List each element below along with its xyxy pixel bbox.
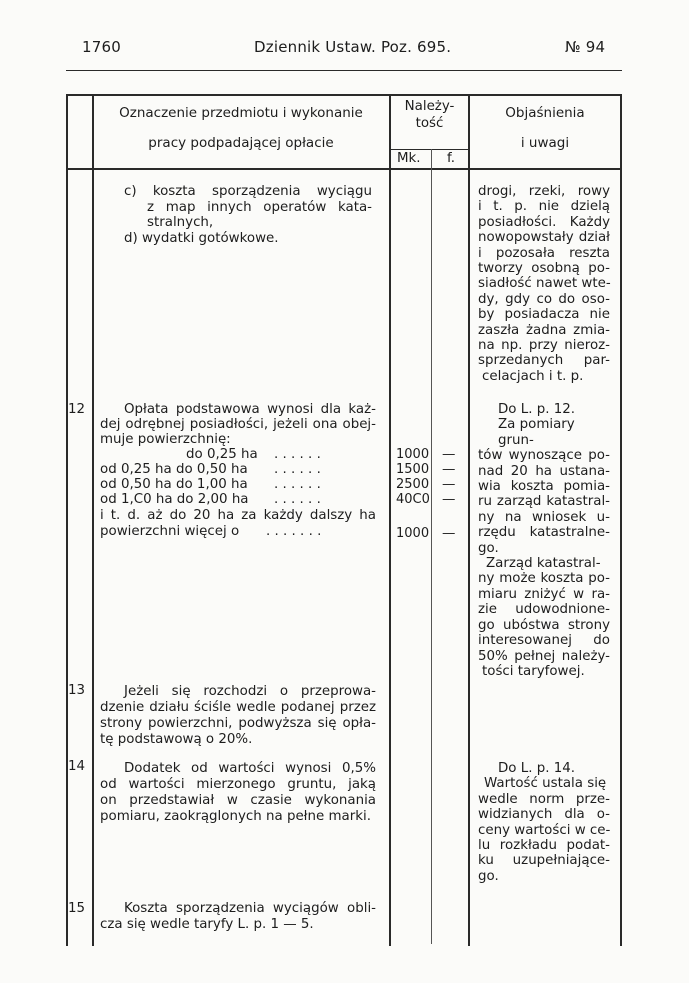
note-line: ny na wniosek u- [478, 509, 610, 525]
row12-item-f: — [442, 492, 456, 507]
row12-item-label: od 1,C0 ha do 2,00 ha [100, 492, 249, 507]
row12-tail-mk: 1000 [396, 526, 430, 541]
note-line: ny może koszta po- [478, 571, 610, 587]
row12-item-leader: . . . . . . [274, 492, 321, 507]
col-header-notes-line2: i uwagi [520, 135, 570, 151]
row12-tail-line1: i t. d. aż do 20 ha za każdy dalszy ha [100, 508, 376, 523]
row-cont-notes [478, 184, 610, 384]
amount-subdivider [431, 149, 432, 944]
issue-number: № 94 [565, 38, 606, 56]
note-line: ceny wartości w ce- [478, 822, 611, 838]
row12-desc-line1: Opłata podstawowa wynosi dla każ- [124, 402, 376, 417]
col-header-notes [470, 100, 620, 156]
note-line: tości taryfowej. [482, 663, 585, 679]
note-line: widzianych dla o- [478, 807, 610, 823]
row-number-14: 14 [68, 759, 86, 774]
row12-item-f: — [442, 447, 456, 462]
row-cont-desc-line2: z map innych operatów kata- [147, 200, 372, 215]
row12-item-label: od 0,25 ha do 0,50 ha [100, 462, 248, 477]
row13-desc-line2: dzenie działu ściśle wedle podanej przez [100, 700, 376, 715]
note-line: Zarząd katastral- [486, 556, 601, 572]
note-line: miaru zniżyć w ra- [478, 586, 610, 602]
note-line: by posiadacza nie [478, 307, 610, 323]
col-header-amount-line1: Należy- [404, 99, 455, 114]
row14-desc-line1: Dodatek od wartości wynosi 0,5% [124, 761, 376, 776]
row-cont-desc-line3: stralnych, [147, 215, 214, 230]
row15-desc-line1: Koszta sporządzenia wyciągów obli- [124, 901, 376, 916]
row12-item-mk: 1500 [396, 462, 430, 477]
row15-desc-line2: cza się wedle taryfy L. p. 1 — 5. [100, 917, 314, 932]
row12-item-leader: . . . . . . [274, 447, 321, 462]
row-cont-desc-d: d) wydatki gotówkowe. [124, 231, 279, 246]
row12-item-label: do 0,25 ha [186, 447, 258, 462]
note-line: Do L. p. 12. [498, 402, 576, 417]
row-number-12: 12 [68, 402, 86, 417]
header-rule [66, 70, 622, 71]
col-header-description [94, 100, 388, 156]
row12-desc-line3: muje powierzchnię: [100, 432, 231, 447]
table-top-rule [66, 94, 622, 96]
col-header-amount-line2: tość [415, 116, 444, 131]
row12-item-mk: 1000 [396, 447, 430, 462]
row12-notes [478, 402, 610, 679]
col-header-notes-line1: Objaśnienia [505, 105, 585, 121]
note-line: lu rozkładu podat- [478, 838, 610, 854]
table-left-border [66, 94, 68, 946]
note-line: go. [478, 868, 499, 884]
row12-desc-line2: dej odrębnej posiadłości, jeżeli ona obej- [100, 417, 376, 432]
row12-tail-leader: . . . . . . . [266, 524, 322, 539]
row12-item-f: — [442, 477, 456, 492]
row14-desc-line2: od wartości mierzonego gruntu, jaką [100, 777, 376, 792]
column-divider-1 [92, 94, 94, 946]
table-head-rule [66, 168, 622, 170]
row-number-13: 13 [68, 683, 86, 698]
note-line: zie udowodnione- [478, 602, 610, 618]
note-line: go ubóstwa strony [478, 617, 610, 633]
col-header-description-line2: pracy podpadającej opłacie [148, 135, 334, 151]
row-cont-desc-c: c) koszta sporządzenia wyciągu [124, 184, 372, 199]
note-line: ru zarząd katastral- [478, 494, 610, 510]
amount-subhead-rule [391, 149, 468, 150]
page-number: 1760 [82, 38, 121, 56]
row12-tail-f: — [442, 526, 456, 541]
row12-item-leader: . . . . . . [274, 462, 321, 477]
note-line: wia koszta pomia- [478, 479, 610, 495]
note-line: na np. przy nieroz- [478, 338, 610, 354]
note-line: siadłość nawet wte- [478, 276, 611, 292]
note-line: Wartość ustala się [484, 776, 607, 792]
note-line: sprzedanych par- [478, 353, 610, 369]
note-line: nowopowstały dział [478, 230, 610, 246]
col-header-f: f. [447, 151, 455, 166]
note-line: Do L. p. 14. [498, 761, 576, 776]
col-header-amount [391, 98, 468, 132]
journal-title: Dziennik Ustaw. Poz. 695. [254, 38, 452, 56]
row14-desc-line4: pomiaru, zaokrąglonych na pełne marki. [100, 809, 371, 824]
row13-desc-line1: Jeżeli się rozchodzi o przeprowa- [124, 684, 376, 699]
note-line: nad 20 ha ustana- [478, 463, 610, 479]
row12-item-leader: . . . . . . [274, 477, 321, 492]
note-line: zaszła żadna zmia- [478, 322, 610, 338]
note-line: posiadłości. Każdy [478, 214, 610, 230]
note-line: ku uzupełniające- [478, 853, 610, 869]
row12-item-label: od 0,50 ha do 1,00 ha [100, 477, 248, 492]
note-line: drogi, rzeki, rowy [478, 184, 610, 199]
note-line: i pozosała reszta [478, 245, 610, 261]
table-right-border [620, 94, 622, 946]
row12-tail-line2: powierzchni więcej o [100, 524, 240, 539]
note-line: 50% pełnej należy- [478, 648, 610, 664]
row14-notes [478, 761, 610, 884]
col-header-description-line1: Oznaczenie przedmiotu i wykonanie [119, 105, 363, 121]
note-line: dy, gdy co do oso- [478, 291, 610, 307]
col-header-mk: Mk. [397, 151, 421, 166]
row14-desc-line3: on przedstawiał w czasie wykonania [100, 793, 376, 808]
note-line: go. [478, 540, 499, 556]
row12-item-mk: 40C0 [396, 492, 430, 507]
column-divider-3 [468, 94, 470, 946]
row13-desc-line3: strony powierzchni, podwyższa się opła- [100, 716, 376, 731]
column-divider-2 [389, 94, 391, 946]
note-line: celacjach i t. p. [482, 368, 584, 384]
note-line: rzędu katastralne- [478, 525, 610, 541]
note-line: wedle norm prze- [478, 791, 610, 807]
note-line: tworzy osobną po- [478, 261, 610, 277]
note-line: interesowanej do [478, 633, 610, 649]
row-number-15: 15 [68, 901, 86, 916]
note-line: Za pomiary grun- [498, 417, 575, 448]
note-line: tów wynoszące po- [478, 448, 610, 464]
row12-item-mk: 2500 [396, 477, 430, 492]
row12-item-f: — [442, 462, 456, 477]
note-line: i t. p. nie dzielą [478, 199, 610, 215]
row13-desc-line4: tę podstawową o 20%. [100, 732, 253, 747]
